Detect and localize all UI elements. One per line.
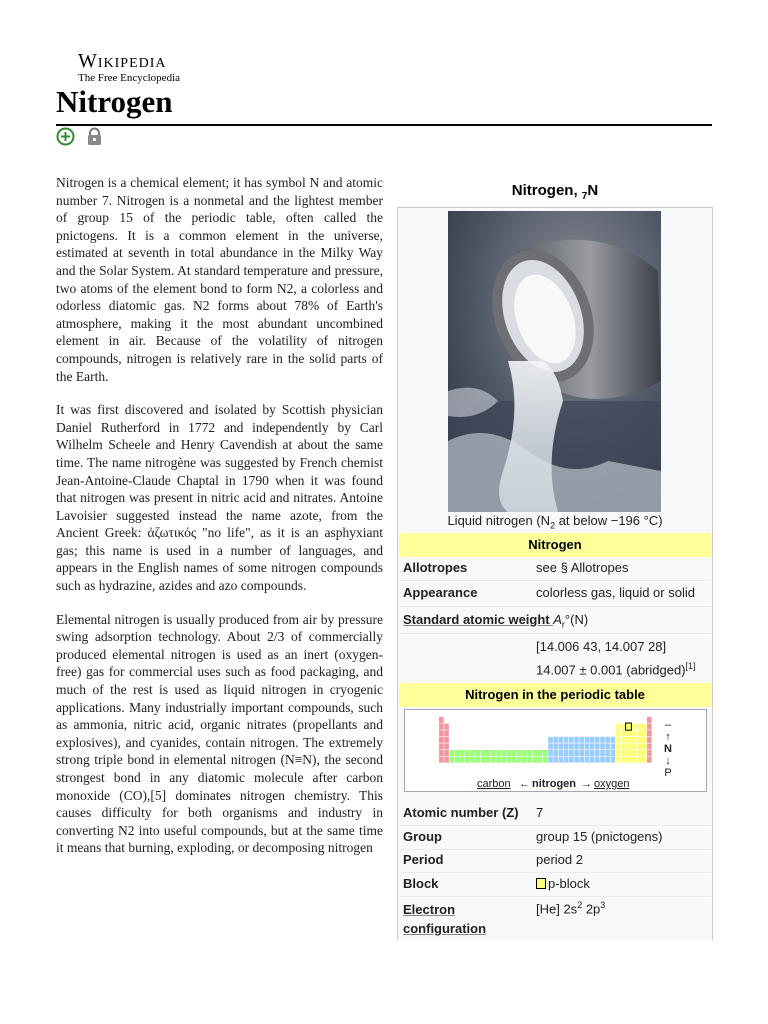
pt-cell xyxy=(574,737,579,743)
infobox-title: Nitrogen, $_7$N xyxy=(511,182,599,202)
pt-cell xyxy=(553,757,558,763)
pt-cell xyxy=(631,757,636,763)
pt-cell xyxy=(491,757,496,763)
atomic-number-label[interactable]: Atomic number (Z) xyxy=(403,805,519,820)
pt-cell xyxy=(559,757,564,763)
pt-cell xyxy=(595,750,600,756)
allotropes-value[interactable]: see § Allotropes xyxy=(536,560,629,575)
pt-cell xyxy=(647,743,652,749)
paragraph-production: Elemental nitrogen is usually produced from air by pressure swing adsorption technology. About 2/3 of commercially produced elemental nitrogen is used as an inert (oxygen-free) gas for commercial uses such as food packaging, and much of the rest is used as liquid nitrogen in cryogenic applications. Many industrially important compounds, such as ammonia, nitric acid, organic nitrates (propellants and explosives), and cyanides, contain nitrogen. The extremely strong triple bond in elemental nitrogen (N≡N), the second strongest bond in any diatomic molecule after carbon monoxide (CO),[5] dominates nitrogen chemistry. This causes difficulty for both organisms and industry in converting N2 into useful compounds, but at the same time it means that burning, exploding, or decomposing nitrogen xyxy=(56,611,383,856)
pt-cell xyxy=(600,743,605,749)
pt-cell xyxy=(449,750,454,756)
pt-cell xyxy=(548,750,553,756)
pt-cell xyxy=(642,737,647,743)
periodic-table-grid xyxy=(405,710,706,776)
pt-cell xyxy=(637,743,642,749)
pt-cell xyxy=(579,757,584,763)
pt-cell xyxy=(631,743,636,749)
pt-cell xyxy=(642,757,647,763)
row-divider xyxy=(399,606,711,607)
pt-cell xyxy=(574,757,579,763)
pt-cell xyxy=(439,717,444,723)
electron-config-label[interactable]: Electron configuration xyxy=(403,902,487,936)
block-value[interactable]: p-block xyxy=(536,876,590,891)
pt-vertical-nav: – ↑ N ↓ P xyxy=(664,719,672,779)
pt-cell xyxy=(501,757,506,763)
pt-cell xyxy=(616,724,621,730)
pt-cell xyxy=(647,717,652,723)
pt-cell xyxy=(616,757,621,763)
pt-cell xyxy=(569,743,574,749)
pt-cell xyxy=(455,750,460,756)
pt-cell xyxy=(647,737,652,743)
pt-cell xyxy=(527,750,532,756)
pt-cell xyxy=(647,750,652,756)
pt-cell xyxy=(642,750,647,756)
period-value[interactable]: period 2 xyxy=(536,852,583,867)
pt-cell xyxy=(569,750,574,756)
row-divider xyxy=(399,896,711,897)
pt-cell xyxy=(559,737,564,743)
pt-cell xyxy=(611,757,616,763)
wikipedia-tagline: The Free Encyclopedia xyxy=(78,72,181,84)
pt-cell xyxy=(621,724,626,730)
pt-cell xyxy=(637,730,642,736)
pt-cell xyxy=(626,737,631,743)
pt-cell xyxy=(444,757,449,763)
block-color-swatch xyxy=(536,878,546,889)
group-label[interactable]: Group xyxy=(403,829,442,844)
pt-cell xyxy=(631,724,636,730)
infobox-header-name: Nitrogen xyxy=(399,533,711,557)
pt-cell xyxy=(439,737,444,743)
pt-cell xyxy=(616,743,621,749)
pt-cell xyxy=(439,730,444,736)
row-divider xyxy=(399,872,711,873)
pt-cell xyxy=(465,757,470,763)
pt-cell xyxy=(548,737,553,743)
pt-cell xyxy=(553,737,558,743)
pt-right-element[interactable]: oxygen xyxy=(594,778,630,790)
pt-cell xyxy=(616,737,621,743)
pt-cell xyxy=(517,750,522,756)
pt-cell xyxy=(501,750,506,756)
group-value[interactable]: group 15 (pnictogens) xyxy=(536,829,663,844)
pt-cell xyxy=(444,730,449,736)
pt-cell xyxy=(611,737,616,743)
atomic-weight-abridged: 14.007 ± 0.001 (abridged)[1] xyxy=(536,661,696,678)
paragraph-history: It was first discovered and isolated by Scottish physician Daniel Rutherford in 1772 and independently by Carl Wilhelm Scheele and Henry Cavendish at about the same time. The name nitrogène was suggested by French chemist Jean-Antoine-Claude Chaptal in 1790 when it was found that nitrogen was present in nitric acid and nitrates. Antoine Lavoisier suggested instead the name azote, from the Ancient Greek: ἀζωτικός "no life", as it is an asphyxiant gas; this name is used in a number of languages, and appears in the English names of some nitrogen compounds such as hydrazine, azides and azo compounds. xyxy=(56,402,383,594)
row-divider xyxy=(399,825,711,826)
pt-cell xyxy=(496,750,501,756)
pt-cell xyxy=(637,757,642,763)
pt-cell xyxy=(559,750,564,756)
liquid-nitrogen-photo[interactable] xyxy=(448,211,661,512)
wikipedia-wordmark[interactable]: Wikipedia xyxy=(78,50,167,72)
pt-cell xyxy=(496,757,501,763)
pt-cell xyxy=(548,743,553,749)
pt-cell xyxy=(470,750,475,756)
pt-cell xyxy=(621,750,626,756)
pt-nitrogen-highlight xyxy=(626,723,632,730)
pt-cell xyxy=(647,757,652,763)
pt-cell xyxy=(626,743,631,749)
pt-cell xyxy=(553,743,558,749)
pt-cell xyxy=(590,750,595,756)
pt-cell xyxy=(439,750,444,756)
pt-cell xyxy=(564,737,569,743)
pt-cell xyxy=(569,737,574,743)
image-caption: Liquid nitrogen ($N_2$ at below −196 °C) xyxy=(447,513,663,531)
pt-cell xyxy=(564,743,569,749)
pt-cell xyxy=(579,737,584,743)
pt-cell xyxy=(642,743,647,749)
citation-link[interactable]: [1] xyxy=(685,661,696,671)
pt-cell xyxy=(564,757,569,763)
pt-cell xyxy=(590,743,595,749)
pt-cell xyxy=(605,737,610,743)
pt-cell xyxy=(512,750,517,756)
pt-cell xyxy=(522,757,527,763)
allotropes-label[interactable]: Allotropes xyxy=(403,560,468,575)
pt-cell xyxy=(647,724,652,730)
plus-circle-icon[interactable] xyxy=(56,127,75,146)
pt-cell xyxy=(553,750,558,756)
pt-cell xyxy=(605,757,610,763)
paragraph-intro: Nitrogen is a chemical element; it has symbol N and atomic number 7. Nitrogen is a nonmetal and the lightest member of group 15 of the periodic table, often called the pnictogens. It is a common element in the universe, estimated at seventh in total abundance in the Milky Way and the Solar System. At standard temperature and pressure, two atoms of the element bond to form N2, a colorless and odorless diatomic gas. N2 forms about 78% of Earth's atmosphere, making it the most abundant uncombined element in air. Because of the volatility of nitrogen compounds, nitrogen is relatively rare in the solid parts of the Earth. xyxy=(56,175,383,384)
pt-cell xyxy=(475,750,480,756)
atomic-number-value: 7 xyxy=(536,805,544,820)
pt-below-element[interactable]: P xyxy=(664,767,672,779)
pt-cell xyxy=(533,757,538,763)
pt-cell xyxy=(439,743,444,749)
block-label[interactable]: Block xyxy=(403,876,439,891)
pt-cell xyxy=(481,750,486,756)
pt-cell xyxy=(444,750,449,756)
pt-cell xyxy=(611,750,616,756)
pt-cell xyxy=(512,757,517,763)
pt-cell xyxy=(486,757,491,763)
pt-cell xyxy=(439,757,444,763)
pt-cell xyxy=(585,750,590,756)
pt-cell xyxy=(595,743,600,749)
pt-cell xyxy=(595,737,600,743)
pt-cell xyxy=(595,757,600,763)
appearance-label: Appearance xyxy=(403,585,478,600)
pt-cell xyxy=(449,757,454,763)
pt-cell xyxy=(460,757,465,763)
infobox xyxy=(397,207,713,940)
pt-cell xyxy=(574,750,579,756)
pt-cell xyxy=(631,730,636,736)
pt-cell xyxy=(637,737,642,743)
pt-cell xyxy=(626,730,631,736)
pt-left-element[interactable]: carbon xyxy=(477,778,511,790)
pt-cell xyxy=(574,743,579,749)
row-divider xyxy=(399,580,711,581)
pt-cell xyxy=(631,750,636,756)
pt-cell xyxy=(444,743,449,749)
pt-cell xyxy=(585,737,590,743)
pt-cell xyxy=(548,757,553,763)
row-divider xyxy=(399,633,711,634)
pt-cell xyxy=(460,750,465,756)
pt-right-arrow: → xyxy=(581,778,592,790)
pt-cell xyxy=(439,724,444,730)
pt-cell xyxy=(626,757,631,763)
pt-cell xyxy=(590,757,595,763)
pt-cell xyxy=(637,750,642,756)
pt-cell xyxy=(481,757,486,763)
pt-cell xyxy=(621,737,626,743)
pt-cell xyxy=(611,743,616,749)
pt-cell xyxy=(616,730,621,736)
pt-cell xyxy=(559,743,564,749)
electron-config-value: [He] $2s^2$ $2p^3$ xyxy=(536,900,606,917)
pt-cell xyxy=(517,757,522,763)
pt-cell xyxy=(444,737,449,743)
pt-cell xyxy=(642,724,647,730)
pt-cell xyxy=(470,757,475,763)
pt-cell xyxy=(543,757,548,763)
pt-cell xyxy=(621,757,626,763)
atomic-weight-label[interactable]: Standard atomic weight $A_r^\circ(N)$ xyxy=(403,612,589,630)
appearance-value: colorless gas, liquid or solid xyxy=(536,585,695,600)
pt-cell xyxy=(621,743,626,749)
pt-cell xyxy=(538,757,543,763)
pt-cell xyxy=(507,757,512,763)
pt-cell xyxy=(522,750,527,756)
pt-cell xyxy=(642,730,647,736)
pt-cell xyxy=(585,743,590,749)
pt-cell xyxy=(616,750,621,756)
pt-cell xyxy=(600,737,605,743)
pt-cell xyxy=(475,757,480,763)
pt-cell xyxy=(538,750,543,756)
pt-cell xyxy=(600,750,605,756)
pt-cell xyxy=(585,757,590,763)
atomic-weight-range: [14.006 43, 14.007 28] xyxy=(536,639,667,654)
pt-cell xyxy=(626,750,631,756)
pt-cell xyxy=(465,750,470,756)
pt-cell xyxy=(647,730,652,736)
pt-cell xyxy=(444,724,449,730)
pt-cell xyxy=(455,757,460,763)
pt-cell xyxy=(486,750,491,756)
pt-cell xyxy=(533,750,538,756)
pt-cell xyxy=(507,750,512,756)
page-title: Nitrogen xyxy=(56,84,173,119)
pt-cell xyxy=(631,737,636,743)
pt-cell xyxy=(621,730,626,736)
pt-cell xyxy=(600,757,605,763)
pt-cell xyxy=(543,750,548,756)
lock-icon[interactable] xyxy=(85,127,104,146)
pt-cell xyxy=(491,750,496,756)
pt-cell xyxy=(569,757,574,763)
pt-cell xyxy=(579,750,584,756)
row-divider xyxy=(399,849,711,850)
pt-cell xyxy=(527,757,532,763)
pt-cell xyxy=(605,750,610,756)
pt-cell xyxy=(579,743,584,749)
pt-center-element: nitrogen xyxy=(532,778,576,790)
period-label[interactable]: Period xyxy=(403,852,444,867)
pt-cell xyxy=(564,750,569,756)
pt-cell xyxy=(605,743,610,749)
pt-left-arrow: ← xyxy=(519,778,530,790)
article-body xyxy=(56,174,383,873)
infobox-header-periodic: Nitrogen in the periodic table xyxy=(399,683,711,707)
periodic-table-minimap[interactable] xyxy=(404,709,707,792)
pt-cell xyxy=(590,737,595,743)
title-divider xyxy=(56,124,712,126)
pt-cell xyxy=(637,724,642,730)
